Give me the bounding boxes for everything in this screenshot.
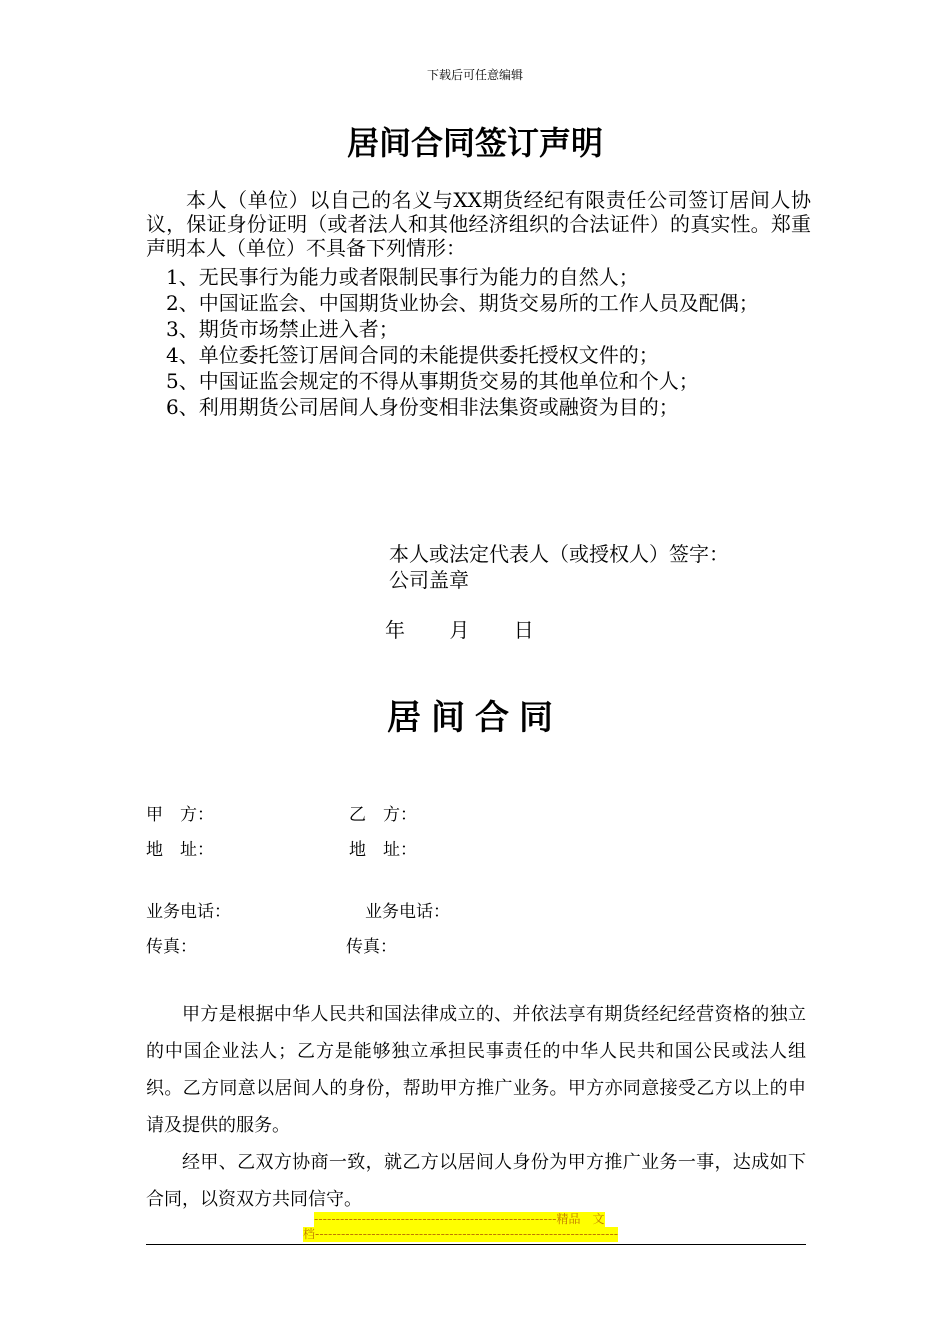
statement-list (166, 264, 759, 420)
date-label: 年 月 日 (385, 618, 540, 642)
statement-title: 居间合同签订声明 (346, 124, 603, 162)
party-b-fax-label: 传真： (346, 937, 397, 957)
list-item: 6、利用期货公司居间人身份变相非法集资或融资为目的； (166, 395, 679, 419)
signature-label: 本人或法定代表人（或授权人）签字： (389, 542, 729, 566)
contract-paragraph: 经甲、乙双方协商一致，就乙方以居间人身份为甲方推广业务一事，达成如下合同，以资双方共同信守。 (146, 1152, 806, 1210)
seal-label: 公司盖章 (389, 568, 469, 592)
contract-paragraph: 甲方是根据中华人民共和国法律成立的、并依法享有期货经纪经营资格的独立的中国企业法人；乙方是能够独立承担民事责任的中华人民共和国公民或法人组织。乙方同意以居间人的身份，帮助甲方推广业务。甲方亦同意接受乙方以上的申请及提供的服务。 (146, 1004, 806, 1136)
party-b-phone-label: 业务电话： (365, 902, 450, 922)
list-item: 1、无民事行为能力或者限制民事行为能力的自然人； (166, 265, 639, 289)
party-a-fax-label: 传真： (146, 937, 197, 957)
footer-watermark-line1: --------------------------------------------------------精品 文 (314, 1212, 605, 1226)
header-note: 下载后可任意编辑 (426, 68, 523, 82)
list-item: 2、中国证监会、中国期货业协会、期货交易所的工作人员及配偶； (166, 291, 759, 315)
party-a-name-label: 甲 方： (146, 805, 214, 825)
list-item: 5、中国证监会规定的不得从事期货交易的其他单位和个人； (166, 369, 699, 393)
party-b-address-label: 地 址： (349, 840, 417, 860)
footer-divider (146, 1244, 806, 1245)
list-item: 3、期货市场禁止进入者； (166, 317, 399, 341)
party-a-address-label: 地 址： (146, 840, 214, 860)
statement-intro: 本人（单位）以自己的名义与XX期货经纪有限责任公司签订居间人协议，保证身份证明（或者法人和其他经济组织的合法证件）的真实性。郑重声明本人（单位）不具备下列情形： (146, 188, 811, 260)
footer-watermark-line2: 档---------------------------------------------------------------------- (303, 1227, 619, 1241)
party-a-phone-label: 业务电话： (146, 902, 231, 922)
contract-body (146, 996, 806, 1218)
party-b-name-label: 乙 方： (349, 805, 417, 825)
list-item: 4、单位委托签订居间合同的未能提供委托授权文件的； (166, 343, 659, 367)
contract-title: 居间合同 (387, 698, 563, 738)
